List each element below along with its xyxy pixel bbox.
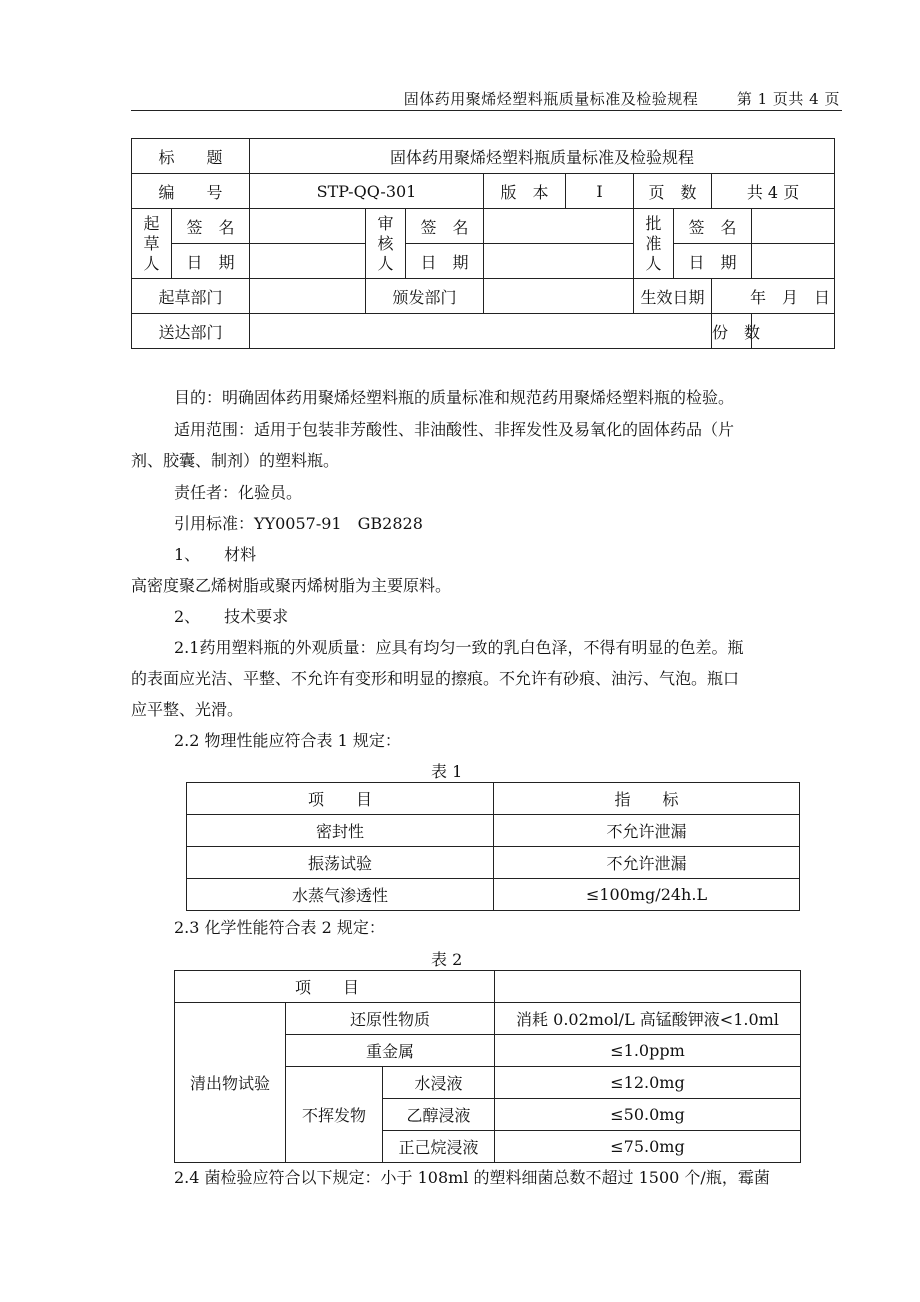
- draft-dept-label: 起草部门: [132, 279, 250, 314]
- table-row: [187, 879, 800, 911]
- scope-text-2: 剂、胶囊、制剂）的塑料瓶。: [131, 451, 340, 470]
- effective-date-label: 生效日期: [634, 279, 712, 314]
- section-2-heading: 2、 技术要求: [174, 607, 289, 626]
- approver-date-label: 日 期: [674, 244, 752, 279]
- reference-text: 引用标准：YY0057-91 GB2828: [174, 514, 423, 533]
- table-2-caption: 表 2: [431, 950, 463, 969]
- drafter-sign-label: 签 名: [172, 209, 250, 244]
- table-2-header-value: [495, 971, 801, 1003]
- table-cell: 不允许泄漏: [494, 815, 800, 847]
- table-2-group: 清出物试验: [175, 1003, 286, 1163]
- approver-sign-value: [752, 209, 835, 244]
- section-2-3: 2.3 化学性能符合表 2 规定：: [174, 918, 385, 937]
- drafter-label: 起草人: [132, 209, 172, 279]
- copies-label: 份 数: [712, 314, 752, 349]
- title-label: 标 题: [132, 139, 250, 174]
- section-2-1-line-2: 的表面应光洁、平整、不允许有变形和明显的擦痕。不允许有砂痕、油污、气泡。瓶口: [131, 669, 740, 688]
- issue-dept-value: [484, 279, 634, 314]
- title-value: 固体药用聚烯烃塑料瓶质量标准及检验规程: [250, 139, 835, 174]
- purpose-text: 目的：明确固体药用聚烯烃塑料瓶的质量标准和规范药用聚烯烃塑料瓶的检验。: [174, 388, 735, 407]
- table-cell: 正己烷浸液: [383, 1131, 495, 1163]
- drafter-date-label: 日 期: [172, 244, 250, 279]
- table-1: [186, 782, 800, 911]
- table-cell: 水蒸气渗透性: [187, 879, 494, 911]
- table-cell: 水浸液: [383, 1067, 495, 1099]
- table-cell: ≤12.0mg: [495, 1067, 801, 1099]
- number-label: 编 号: [132, 174, 250, 209]
- table-1-caption: 表 1: [431, 762, 463, 781]
- effective-date-value: 年 月 日: [712, 279, 835, 314]
- scope-text-1: 适用范围：适用于包装非芳酸性、非油酸性、非挥发性及易氧化的固体药品（片: [174, 420, 735, 439]
- table-1-header-spec: 指 标: [494, 783, 800, 815]
- issue-dept-label: 颁发部门: [366, 279, 484, 314]
- version-value: I: [566, 174, 634, 209]
- table-1-header-item: 项 目: [187, 783, 494, 815]
- table-row: [175, 1003, 801, 1035]
- dist-dept-value: [250, 314, 712, 349]
- cover-table: [131, 138, 835, 349]
- approver-date-value: [752, 244, 835, 279]
- drafter-sign-value: [250, 209, 366, 244]
- draft-dept-value: [250, 279, 366, 314]
- responsible-text: 责任者：化验员。: [174, 483, 303, 502]
- reviewer-date-label: 日 期: [406, 244, 484, 279]
- section-2-1-line-3: 应平整、光滑。: [131, 700, 244, 719]
- version-label: 版 本: [484, 174, 566, 209]
- table-cell: 重金属: [286, 1035, 495, 1067]
- section-1-text: 高密度聚乙烯树脂或聚丙烯树脂为主要原料。: [131, 576, 452, 595]
- approver-label: 批准人: [634, 209, 674, 279]
- reviewer-label: 审核人: [366, 209, 406, 279]
- header-page-info: 第 1 页共 4 页: [736, 90, 840, 108]
- section-2-4: 2.4 菌检验应符合以下规定：小于 108ml 的塑料细菌总数不超过 1500 个/瓶，霉菌: [174, 1168, 770, 1187]
- pages-label: 页 数: [634, 174, 712, 209]
- table-row: [187, 815, 800, 847]
- section-1-heading: 1、 材料: [174, 545, 257, 564]
- pages-value: 共 4 页: [712, 174, 835, 209]
- number-value: STP-QQ-301: [250, 174, 484, 209]
- dist-dept-label: 送达部门: [132, 314, 250, 349]
- table-cell: 乙醇浸液: [383, 1099, 495, 1131]
- table-cell: ≤50.0mg: [495, 1099, 801, 1131]
- table-2-header-item: 项 目: [175, 971, 495, 1003]
- table-cell: 还原性物质: [286, 1003, 495, 1035]
- section-2-1-line-1: 2.1药用塑料瓶的外观质量：应具有均匀一致的乳白色泽，不得有明显的色差。瓶: [174, 638, 744, 657]
- reviewer-sign-label: 签 名: [406, 209, 484, 244]
- approver-sign-label: 签 名: [674, 209, 752, 244]
- reviewer-sign-value: [484, 209, 634, 244]
- table-cell: 消耗 0.02mol/L 高锰酸钾液<1.0ml: [495, 1003, 801, 1035]
- table-cell: ≤100mg/24h.L: [494, 879, 800, 911]
- header-rule: [131, 110, 842, 111]
- table-cell: ≤75.0mg: [495, 1131, 801, 1163]
- table-row: [187, 847, 800, 879]
- header-title: 固体药用聚烯烃塑料瓶质量标准及检验规程: [403, 90, 699, 108]
- table-2: [174, 970, 801, 1163]
- table-2-subgroup: 不挥发物: [286, 1067, 383, 1163]
- drafter-date-value: [250, 244, 366, 279]
- section-2-2: 2.2 物理性能应符合表 1 规定：: [174, 731, 401, 750]
- table-cell: 不允许泄漏: [494, 847, 800, 879]
- table-cell: ≤1.0ppm: [495, 1035, 801, 1067]
- table-cell: 振荡试验: [187, 847, 494, 879]
- reviewer-date-value: [484, 244, 634, 279]
- table-cell: 密封性: [187, 815, 494, 847]
- copies-value: [752, 314, 835, 349]
- page-header: [404, 88, 840, 109]
